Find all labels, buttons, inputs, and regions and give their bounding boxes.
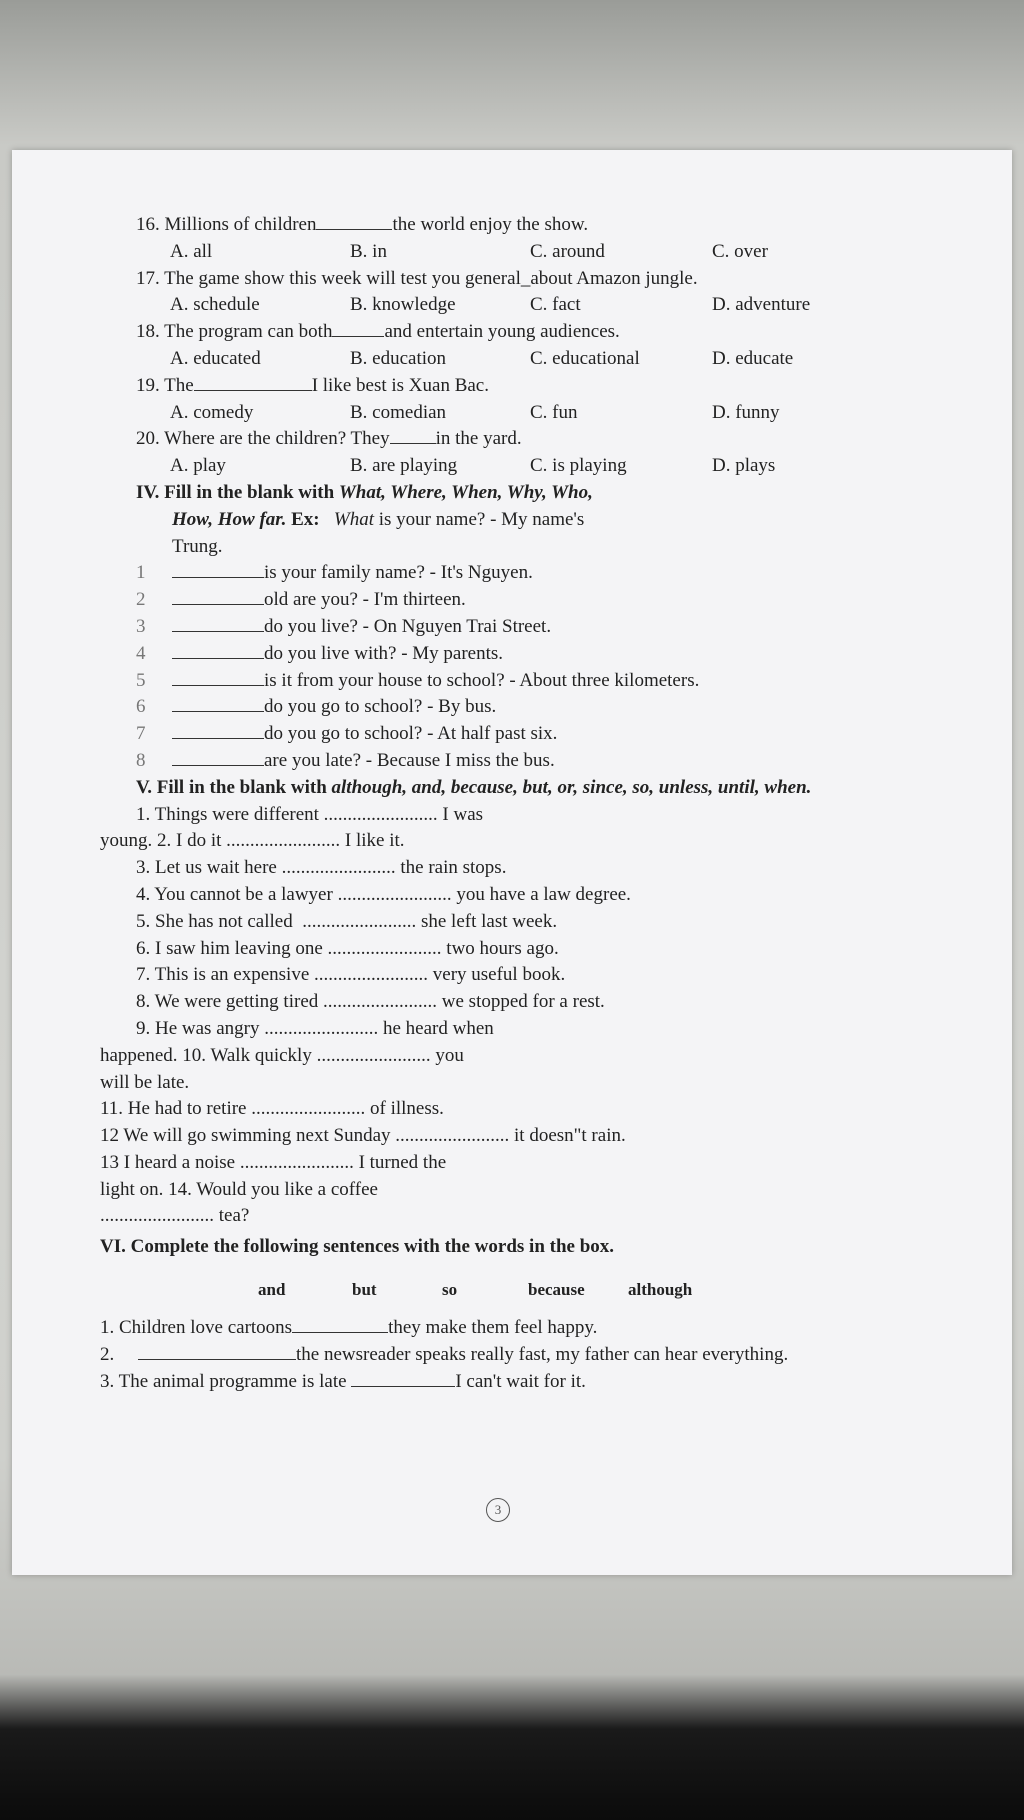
question-19 bbox=[136, 373, 996, 400]
answer-blank bbox=[172, 641, 264, 659]
section5-l2_b: I like it. bbox=[344, 830, 405, 852]
section5-dots: ........................ bbox=[327, 937, 442, 959]
section-5-line bbox=[100, 828, 996, 855]
q16-stem_a: 16. Millions of children bbox=[136, 214, 317, 235]
section5-l5_b: she left last week. bbox=[420, 910, 558, 932]
section4-items-0-num: 1 bbox=[136, 562, 146, 584]
section-4-item bbox=[136, 641, 996, 668]
section-4-item bbox=[136, 694, 996, 721]
section4-title_words: What, Where, When, Why, Who, bbox=[338, 481, 593, 503]
option-c: C. around bbox=[530, 240, 605, 262]
section5-l16_b: tea? bbox=[218, 1205, 250, 1227]
q16-stem_b: the world enjoy the show. bbox=[392, 214, 589, 235]
section5-l6_b: two hours ago. bbox=[446, 937, 559, 959]
section5-dots: ........................ bbox=[395, 1125, 510, 1147]
section-4-item bbox=[136, 587, 996, 614]
section-5-line bbox=[136, 802, 996, 829]
section-5-line bbox=[136, 855, 996, 882]
section4-items-0-text: is your family name? - It's Nguyen. bbox=[264, 562, 533, 584]
section-5-line bbox=[100, 1177, 996, 1204]
section4-items-1-text: old are you? - I'm thirteen. bbox=[264, 589, 466, 611]
section5-dots: ........................ bbox=[100, 1205, 214, 1227]
section-4-item bbox=[136, 721, 996, 748]
answer-blank bbox=[194, 373, 312, 391]
section5-dots: ........................ bbox=[226, 830, 341, 852]
q20-stem_b: in the yard. bbox=[435, 428, 522, 450]
section5-l10_b: you bbox=[435, 1044, 464, 1066]
section5-dots: ........................ bbox=[323, 803, 438, 825]
section-5-line bbox=[136, 909, 996, 936]
section5-title_words: although, and, because, but, or, since, so, unless, until, when. bbox=[331, 776, 812, 798]
section4-items-5-num: 6 bbox=[136, 696, 146, 718]
section5-l15: light on. 14. Would you like a coffee bbox=[100, 1178, 378, 1200]
section4-ex_end: Trung. bbox=[172, 535, 223, 557]
answer-blank bbox=[172, 748, 264, 766]
option-a: A. comedy bbox=[170, 401, 254, 423]
section4-items-2-num: 3 bbox=[136, 615, 146, 637]
question-18-options bbox=[136, 346, 996, 373]
question-18 bbox=[136, 319, 996, 346]
question-20-options bbox=[136, 453, 996, 480]
section5-dots: ........................ bbox=[281, 857, 396, 879]
section-6-sentence bbox=[100, 1342, 996, 1369]
option-b: B. knowledge bbox=[350, 294, 456, 316]
q17-stem: 17. The game show this week will test you general_about Amazon jungle. bbox=[136, 267, 698, 289]
option-b: B. comedian bbox=[350, 401, 447, 423]
section-4-item bbox=[136, 614, 996, 641]
section-5-line bbox=[136, 989, 996, 1016]
section6-s3_a: 3. The animal programme is late bbox=[100, 1370, 347, 1392]
section5-dots: ........................ bbox=[314, 964, 429, 986]
option-a: A. all bbox=[170, 240, 213, 262]
section-5-line bbox=[100, 1203, 996, 1230]
section-4-example-end bbox=[136, 534, 996, 561]
question-16-options bbox=[136, 239, 996, 266]
worksheet-content bbox=[100, 212, 996, 1395]
section4-items-3-num: 4 bbox=[136, 642, 146, 664]
section-5-title bbox=[136, 775, 996, 802]
section5-l13_a: 12 We will go swimming next Sunday bbox=[100, 1125, 391, 1147]
section-4-item bbox=[136, 668, 996, 695]
section4-items-6-text: do you go to school? - At half past six. bbox=[264, 723, 558, 745]
option-b: B. in bbox=[350, 240, 387, 262]
section4-items-1-num: 2 bbox=[136, 589, 146, 611]
question-19-options bbox=[136, 400, 996, 427]
section-6-title bbox=[100, 1234, 996, 1261]
section6-title: VI. Complete the following sentences with the words in the box. bbox=[100, 1236, 615, 1258]
q19-stem_b: I like best is Xuan Bac. bbox=[311, 374, 489, 396]
question-17 bbox=[136, 266, 996, 293]
section5-l10_a: happened. 10. Walk quickly bbox=[100, 1044, 312, 1066]
section4-ex_label: Ex: bbox=[286, 508, 320, 530]
section-5-line bbox=[136, 962, 996, 989]
answer-blank bbox=[390, 426, 436, 444]
section-5-line bbox=[136, 882, 996, 909]
section5-l3_b: the rain stops. bbox=[400, 857, 507, 879]
section4-ex_word: What bbox=[333, 508, 374, 530]
section-4-title bbox=[136, 480, 996, 507]
q18-stem_b: and entertain young audiences. bbox=[384, 321, 620, 343]
answer-blank bbox=[172, 668, 264, 686]
option-d: D. plays bbox=[712, 455, 776, 477]
answer-blank bbox=[332, 319, 384, 337]
section5-l13_b: it doesn"t rain. bbox=[514, 1125, 626, 1147]
word-box-item: and bbox=[258, 1280, 286, 1300]
question-17-options bbox=[136, 292, 996, 319]
section6-s2_b: the newsreader speaks really fast, my father can hear everything. bbox=[296, 1343, 789, 1365]
section4-title_a: IV. Fill in the blank with bbox=[136, 481, 339, 503]
section5-l1_a: 1. Things were different bbox=[136, 803, 319, 825]
word-box-item: although bbox=[628, 1280, 693, 1300]
section-4-example bbox=[136, 507, 996, 534]
option-d: D. adventure bbox=[712, 294, 811, 316]
section5-dots: ........................ bbox=[316, 1044, 431, 1066]
option-d: D. educate bbox=[712, 347, 794, 369]
answer-blank bbox=[172, 587, 264, 605]
section-6-sentence bbox=[100, 1369, 996, 1396]
section5-l7_b: very useful book. bbox=[432, 964, 566, 986]
answer-blank bbox=[172, 721, 264, 739]
q20-stem_a: 20. Where are the children? They bbox=[136, 428, 390, 450]
section5-l12_a: 11. He had to retire bbox=[100, 1098, 247, 1120]
option-b: B. are playing bbox=[350, 455, 458, 477]
section5-l1_b: I was bbox=[442, 803, 484, 825]
section-5-line bbox=[136, 1016, 996, 1043]
section5-l12_b: of illness. bbox=[370, 1098, 444, 1120]
option-d: C. over bbox=[712, 240, 768, 262]
answer-blank bbox=[172, 614, 264, 632]
answer-blank bbox=[316, 212, 392, 230]
section6-s2_a: 2. bbox=[100, 1343, 115, 1365]
answer-blank bbox=[351, 1369, 455, 1387]
section-5-line bbox=[100, 1096, 996, 1123]
section5-dots: ........................ bbox=[239, 1151, 354, 1173]
option-a: A. play bbox=[170, 455, 226, 477]
section4-items-4-text: is it from your house to school? - About three kilometers. bbox=[264, 669, 700, 691]
section5-dots: ........................ bbox=[251, 1098, 366, 1120]
section4-items-3-text: do you live with? - My parents. bbox=[264, 642, 504, 664]
option-c: C. educational bbox=[530, 347, 640, 369]
section6-s1_a: 1. Children love cartoons bbox=[100, 1317, 293, 1339]
section-5-line bbox=[100, 1043, 996, 1070]
option-a: A. educated bbox=[170, 347, 261, 369]
section4-items-5-text: do you go to school? - By bus. bbox=[264, 696, 497, 718]
section-5-line bbox=[100, 1123, 996, 1150]
option-c: C. fun bbox=[530, 401, 578, 423]
option-c: C. is playing bbox=[530, 455, 627, 477]
section4-title_words2: How, How far. bbox=[172, 508, 287, 530]
answer-blank bbox=[292, 1315, 388, 1333]
section5-l4_b: you have a law degree. bbox=[456, 883, 631, 905]
section-4-item bbox=[136, 748, 996, 775]
answer-blank bbox=[138, 1342, 296, 1360]
section-5-line bbox=[100, 1150, 996, 1177]
section5-l9_a: 9. He was angry bbox=[136, 1017, 260, 1039]
section5-l4_a: 4. You cannot be a lawyer bbox=[136, 883, 333, 905]
option-d: D. funny bbox=[712, 401, 780, 423]
answer-blank bbox=[172, 694, 264, 712]
section5-l14_a: 13 I heard a noise bbox=[100, 1151, 236, 1173]
section-5-line bbox=[136, 936, 996, 963]
section4-items-6-num: 7 bbox=[136, 723, 146, 745]
page-number: 3 bbox=[486, 1498, 510, 1522]
section4-items-7-text: are you late? - Because I miss the bus. bbox=[264, 749, 555, 771]
section5-l14_b: I turned the bbox=[358, 1151, 447, 1173]
word-box-item: because bbox=[528, 1280, 585, 1300]
option-c: C. fact bbox=[530, 294, 581, 316]
option-a: A. schedule bbox=[170, 294, 260, 316]
question-20 bbox=[136, 426, 996, 453]
word-box bbox=[256, 1271, 776, 1305]
section5-l7_a: 7. This is an expensive bbox=[136, 964, 310, 986]
section6-s3_b: I can't wait for it. bbox=[455, 1370, 586, 1392]
section5-l2_a: young. 2. I do it bbox=[100, 830, 222, 852]
section4-items-2-text: do you live? - On Nguyen Trai Street. bbox=[264, 615, 552, 637]
question-16 bbox=[136, 212, 996, 239]
word-box-item: but bbox=[352, 1280, 377, 1300]
q19-stem_a: 19. The bbox=[136, 374, 194, 396]
section-6-sentence bbox=[100, 1315, 996, 1342]
answer-blank bbox=[172, 560, 264, 578]
word-box-item: so bbox=[442, 1280, 458, 1300]
section4-ex_rest: is your name? - My name's bbox=[373, 508, 585, 530]
q18-stem_a: 18. The program can both bbox=[136, 321, 333, 343]
option-b: B. education bbox=[350, 347, 447, 369]
section6-s1_b: they make them feel happy. bbox=[388, 1317, 598, 1339]
section5-l6_a: 6. I saw him leaving one bbox=[136, 937, 323, 959]
section5-l9_b: he heard when bbox=[382, 1017, 494, 1039]
section-5-line bbox=[100, 1070, 996, 1097]
section5-l5_a: 5. She has not called bbox=[136, 910, 293, 932]
section4-items-4-num: 5 bbox=[136, 669, 146, 691]
section5-dots: ........................ bbox=[302, 910, 417, 932]
section5-dots: ........................ bbox=[264, 1017, 379, 1039]
section5-title_a: V. Fill in the blank with bbox=[136, 776, 332, 798]
section5-dots: ........................ bbox=[323, 991, 438, 1013]
section5-l8_b: we stopped for a rest. bbox=[441, 991, 605, 1013]
section5-l3_a: 3. Let us wait here bbox=[136, 857, 277, 879]
section4-items-7-num: 8 bbox=[136, 749, 146, 771]
section5-dots: ........................ bbox=[337, 883, 452, 905]
section-4-item bbox=[136, 560, 996, 587]
section5-l11: will be late. bbox=[100, 1071, 190, 1093]
section5-l8_a: 8. We were getting tired bbox=[136, 991, 319, 1013]
